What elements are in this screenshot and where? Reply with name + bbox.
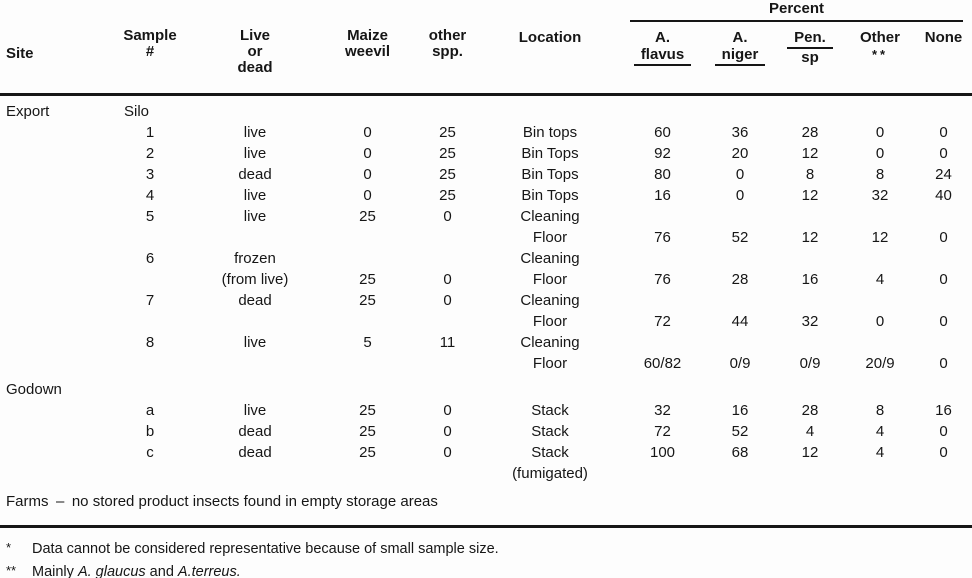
table-cell: Cleaning xyxy=(520,250,580,267)
table-cell: Floor xyxy=(532,313,568,330)
col-header-pensp-line2: sp xyxy=(801,49,819,66)
table-row xyxy=(0,379,972,400)
table-cell: 24 xyxy=(935,166,952,183)
table-cell: 76 xyxy=(654,271,671,288)
table-cell xyxy=(320,248,415,269)
col-header-otherspp-line1: other xyxy=(428,27,467,44)
table-cell: 28 xyxy=(801,402,819,419)
table-cell: 28 xyxy=(801,124,819,141)
table-cell: live xyxy=(243,145,267,162)
table-cell: 5 xyxy=(145,208,155,225)
table-cell xyxy=(110,311,190,332)
table-cell: 5 xyxy=(363,334,372,351)
table-cell xyxy=(415,101,480,122)
table-cell: 25 xyxy=(439,124,456,141)
table-cell: 8 xyxy=(875,166,885,183)
table-cell xyxy=(915,206,972,227)
table-cell: 0 xyxy=(363,145,372,162)
table-cell: 25 xyxy=(439,145,456,162)
table-cell xyxy=(0,122,110,143)
table-cell: 0 xyxy=(939,423,948,440)
table-cell: 60/82 xyxy=(643,355,682,372)
table-row xyxy=(0,353,972,374)
table-cell xyxy=(775,248,845,269)
table-cell: 25 xyxy=(359,292,376,309)
footnote-marker: * xyxy=(6,540,12,555)
table-cell: live xyxy=(243,124,267,141)
table-cell: 0/9 xyxy=(799,355,821,372)
table-cell: a xyxy=(145,402,155,419)
table-cell: 0 xyxy=(735,187,745,204)
table-row xyxy=(0,442,972,463)
table-cell xyxy=(480,101,620,122)
footnote-text: and xyxy=(145,564,178,578)
table-cell: 52 xyxy=(731,229,749,246)
table-cell: Stack xyxy=(531,423,569,440)
col-header-none: None xyxy=(924,29,963,46)
table-cell xyxy=(190,227,320,248)
percent-column-group xyxy=(620,0,972,66)
table-cell: 0 xyxy=(443,271,452,288)
table-cell: 0 xyxy=(443,423,452,440)
table-cell: dead xyxy=(238,292,272,309)
table-cell: Export xyxy=(6,103,50,120)
table-cell xyxy=(0,442,110,463)
table-cell: 25 xyxy=(359,208,376,225)
table-cell: 20 xyxy=(731,145,749,162)
table-cell xyxy=(705,101,775,122)
table-cell xyxy=(915,463,972,484)
table-cell: frozen xyxy=(234,250,276,267)
col-header-live-line2: or xyxy=(247,43,263,60)
table-cell: 0 xyxy=(443,208,452,225)
table-cell xyxy=(415,463,480,484)
table-cell: 25 xyxy=(359,271,376,288)
table-row xyxy=(0,248,972,269)
col-header-live-line1: Live xyxy=(239,27,270,44)
footnote-text: A. glaucus xyxy=(77,564,146,578)
table-cell xyxy=(0,353,110,374)
table-cell: 0 xyxy=(939,271,948,288)
table-cell xyxy=(415,248,480,269)
table-cell xyxy=(705,206,775,227)
table-cell: Stack xyxy=(531,444,569,461)
table-cell: 0 xyxy=(363,124,372,141)
table-cell xyxy=(845,290,915,311)
table-cell: 20/9 xyxy=(865,355,895,372)
table-cell xyxy=(915,248,972,269)
footnote-marker: ** xyxy=(6,563,17,578)
table-cell: 32 xyxy=(871,187,889,204)
table-cell: 0 xyxy=(443,444,452,461)
footnote-text: A.terreus. xyxy=(177,564,241,578)
table-cell xyxy=(915,290,972,311)
table-cell xyxy=(320,463,415,484)
col-header-sample-line1: Sample xyxy=(123,27,177,44)
col-header-maize-weevil xyxy=(320,0,415,60)
table-cell: dead xyxy=(238,166,272,183)
table-row xyxy=(0,122,972,143)
table-cell xyxy=(0,206,110,227)
table-cell: Bin tops xyxy=(522,124,578,141)
percent-subheaders xyxy=(620,22,972,66)
table-cell: 4 xyxy=(145,187,155,204)
table-cell xyxy=(620,463,705,484)
table-cell xyxy=(190,101,320,122)
table-row xyxy=(0,206,972,227)
table-cell xyxy=(845,206,915,227)
table-cell xyxy=(110,353,190,374)
col-header-location: Location xyxy=(518,29,582,46)
table-cell: 12 xyxy=(801,187,819,204)
table-row xyxy=(0,269,972,290)
table-cell: live xyxy=(243,402,267,419)
table-cell: 0 xyxy=(735,166,745,183)
table-cell: Bin Tops xyxy=(521,166,579,183)
table-cell: 11 xyxy=(439,334,456,351)
col-header-sample-line2: # xyxy=(145,43,155,60)
table-cell: Floor xyxy=(532,355,568,372)
col-header-sample xyxy=(110,0,190,60)
table-cell: Floor xyxy=(532,229,568,246)
table-cell xyxy=(620,206,705,227)
col-header-other-spp xyxy=(415,0,480,60)
table-cell xyxy=(620,379,705,400)
table-cell xyxy=(320,101,415,122)
col-header-site: Site xyxy=(6,45,34,62)
table-row xyxy=(0,290,972,311)
table-cell: 92 xyxy=(654,145,671,162)
table-cell: 7 xyxy=(145,292,155,309)
table-row xyxy=(0,400,972,421)
table-cell: 16 xyxy=(801,271,819,288)
table-cell xyxy=(705,463,775,484)
table-cell xyxy=(320,379,415,400)
table-body xyxy=(0,96,972,484)
table-cell xyxy=(415,227,480,248)
table-cell: 72 xyxy=(654,423,671,440)
table-cell: 0 xyxy=(939,313,948,330)
table-cell: 6 xyxy=(145,250,155,267)
table-cell: Godown xyxy=(6,381,62,398)
table-header xyxy=(0,0,972,96)
table-cell: 32 xyxy=(654,402,671,419)
table-cell: 25 xyxy=(359,402,376,419)
table-cell: 8 xyxy=(145,334,155,351)
table-row xyxy=(0,332,972,353)
table-cell: 0 xyxy=(875,124,885,141)
table-cell xyxy=(915,379,972,400)
table-cell: 0 xyxy=(939,444,948,461)
table-cell: Bin Tops xyxy=(521,145,579,162)
farms-note: Farms – no stored product insects found in empty storage areas xyxy=(6,493,438,510)
table-cell xyxy=(320,311,415,332)
table-cell: c xyxy=(146,444,154,461)
table-cell xyxy=(845,379,915,400)
table-cell xyxy=(620,248,705,269)
table-cell: 28 xyxy=(731,271,749,288)
table-cell xyxy=(620,290,705,311)
table-cell xyxy=(0,332,110,353)
table-cell: 4 xyxy=(875,423,885,440)
table-cell: 8 xyxy=(875,402,885,419)
table-cell: 25 xyxy=(439,187,456,204)
col-header-aniger-line1: A. xyxy=(732,29,748,46)
table-cell xyxy=(110,227,190,248)
table-cell xyxy=(0,143,110,164)
table-cell: 68 xyxy=(731,444,749,461)
table-cell: live xyxy=(243,208,267,225)
table-cell xyxy=(480,379,620,400)
table-cell xyxy=(0,421,110,442)
table-cell: 1 xyxy=(145,124,155,141)
table-cell xyxy=(845,101,915,122)
table-row xyxy=(0,101,972,122)
table-cell: b xyxy=(145,423,155,440)
table-cell: 2 xyxy=(145,145,155,162)
table-cell: 3 xyxy=(145,166,155,183)
table-cell xyxy=(190,353,320,374)
col-header-other xyxy=(845,29,915,66)
col-header-a-niger xyxy=(705,29,775,66)
col-header-maize-line1: Maize xyxy=(347,27,388,44)
table-cell: Bin Tops xyxy=(521,187,579,204)
table-cell: 0/9 xyxy=(729,355,751,372)
table-row xyxy=(0,227,972,248)
table-cell: 25 xyxy=(359,423,376,440)
table-cell: (fumigated) xyxy=(512,465,588,482)
col-header-other-line1: Other xyxy=(859,29,900,46)
table-cell: 4 xyxy=(875,271,885,288)
table-cell: 80 xyxy=(654,166,671,183)
footnote xyxy=(6,560,972,578)
table-cell: 4 xyxy=(805,423,815,440)
table-row xyxy=(0,463,972,484)
table-cell: Cleaning xyxy=(520,208,580,225)
table-cell xyxy=(190,311,320,332)
table-cell: 0 xyxy=(939,355,948,372)
table-cell: 44 xyxy=(731,313,749,330)
table-cell: 0 xyxy=(875,313,885,330)
table-cell: 25 xyxy=(359,444,376,461)
table-cell xyxy=(0,463,110,484)
table-cell xyxy=(915,101,972,122)
table-row xyxy=(0,421,972,442)
table-cell xyxy=(415,311,480,332)
table-cell xyxy=(845,248,915,269)
table-cell: 0 xyxy=(363,187,372,204)
table-cell xyxy=(0,269,110,290)
table-cell: Cleaning xyxy=(520,334,580,351)
table-cell: 0 xyxy=(939,229,948,246)
table-cell: 0 xyxy=(939,145,948,162)
table-cell xyxy=(915,332,972,353)
table-cell xyxy=(0,311,110,332)
table-cell xyxy=(0,164,110,185)
table-cell xyxy=(110,269,190,290)
table-cell xyxy=(110,379,190,400)
col-header-aflavus-line1: A. xyxy=(655,29,670,46)
table-cell: 52 xyxy=(731,423,749,440)
table-row xyxy=(0,164,972,185)
table-cell xyxy=(705,379,775,400)
table-cell: 0 xyxy=(875,145,885,162)
table-cell: 8 xyxy=(805,166,815,183)
table-cell xyxy=(620,332,705,353)
table-cell: dead xyxy=(238,444,272,461)
table-cell xyxy=(0,248,110,269)
percent-group-title: Percent xyxy=(630,0,963,22)
table-cell: dead xyxy=(238,423,272,440)
table-cell: (from live) xyxy=(221,271,289,288)
table-cell xyxy=(190,379,320,400)
table-cell: live xyxy=(243,334,267,351)
table-cell xyxy=(620,101,705,122)
table-cell: 60 xyxy=(654,124,671,141)
table-row xyxy=(0,311,972,332)
table-cell: 16 xyxy=(731,402,749,419)
table-cell xyxy=(320,353,415,374)
table-cell xyxy=(0,400,110,421)
table-cell: 0 xyxy=(363,166,372,183)
table-cell: 0 xyxy=(443,402,452,419)
table-cell xyxy=(415,379,480,400)
table-cell xyxy=(775,332,845,353)
table-cell xyxy=(190,463,320,484)
col-header-otherspp-line2: spp. xyxy=(432,43,463,60)
table-cell xyxy=(775,101,845,122)
table-cell: 32 xyxy=(801,313,819,330)
col-header-aniger-line2: niger xyxy=(715,46,766,66)
col-header-a-flavus xyxy=(620,29,705,66)
table-cell xyxy=(415,353,480,374)
footnote-text: Data cannot be considered representative because of small sample size. xyxy=(32,541,499,557)
table-cell: 40 xyxy=(935,187,952,204)
table-cell xyxy=(110,463,190,484)
table-cell: 72 xyxy=(654,313,671,330)
table-cell xyxy=(775,379,845,400)
col-header-pensp-line1: Pen. xyxy=(787,29,833,49)
table-cell xyxy=(845,332,915,353)
table-cell: 36 xyxy=(731,124,749,141)
footnote xyxy=(6,537,972,560)
table-cell xyxy=(775,206,845,227)
col-header-other-stars: ** xyxy=(871,47,889,62)
table-cell: 12 xyxy=(801,229,819,246)
col-header-aflavus-line2: flavus xyxy=(634,46,691,66)
table-cell: 76 xyxy=(654,229,671,246)
table-cell xyxy=(705,248,775,269)
col-header-live-or-dead xyxy=(190,0,320,76)
table-cell: 16 xyxy=(654,187,671,204)
table-cell: 4 xyxy=(875,444,885,461)
table-cell: 12 xyxy=(871,229,889,246)
table-cell xyxy=(0,290,110,311)
table-cell xyxy=(0,227,110,248)
col-header-live-line3: dead xyxy=(237,59,273,76)
table-cell: live xyxy=(243,187,267,204)
table-cell: 16 xyxy=(935,402,952,419)
table-cell xyxy=(0,185,110,206)
col-header-maize-line2: weevil xyxy=(344,43,391,60)
table-row xyxy=(0,185,972,206)
table-cell: Stack xyxy=(531,402,569,419)
table-cell xyxy=(320,227,415,248)
table-cell: Floor xyxy=(532,271,568,288)
table-cell: 0 xyxy=(939,124,948,141)
table-cell xyxy=(775,463,845,484)
table-cell: 0 xyxy=(443,292,452,309)
table-cell: 12 xyxy=(801,444,819,461)
footnotes xyxy=(0,528,972,578)
col-header-pen-sp xyxy=(775,29,845,66)
table-cell xyxy=(705,290,775,311)
table-cell: Silo xyxy=(124,103,150,120)
table-cell xyxy=(845,463,915,484)
footnote-text: Mainly xyxy=(32,564,78,578)
table-cell: Cleaning xyxy=(520,292,580,309)
table-cell xyxy=(705,332,775,353)
table-cell: 12 xyxy=(801,145,819,162)
table-cell: 25 xyxy=(439,166,456,183)
table-cell: 100 xyxy=(649,444,676,461)
table-row xyxy=(0,143,972,164)
table-cell xyxy=(775,290,845,311)
